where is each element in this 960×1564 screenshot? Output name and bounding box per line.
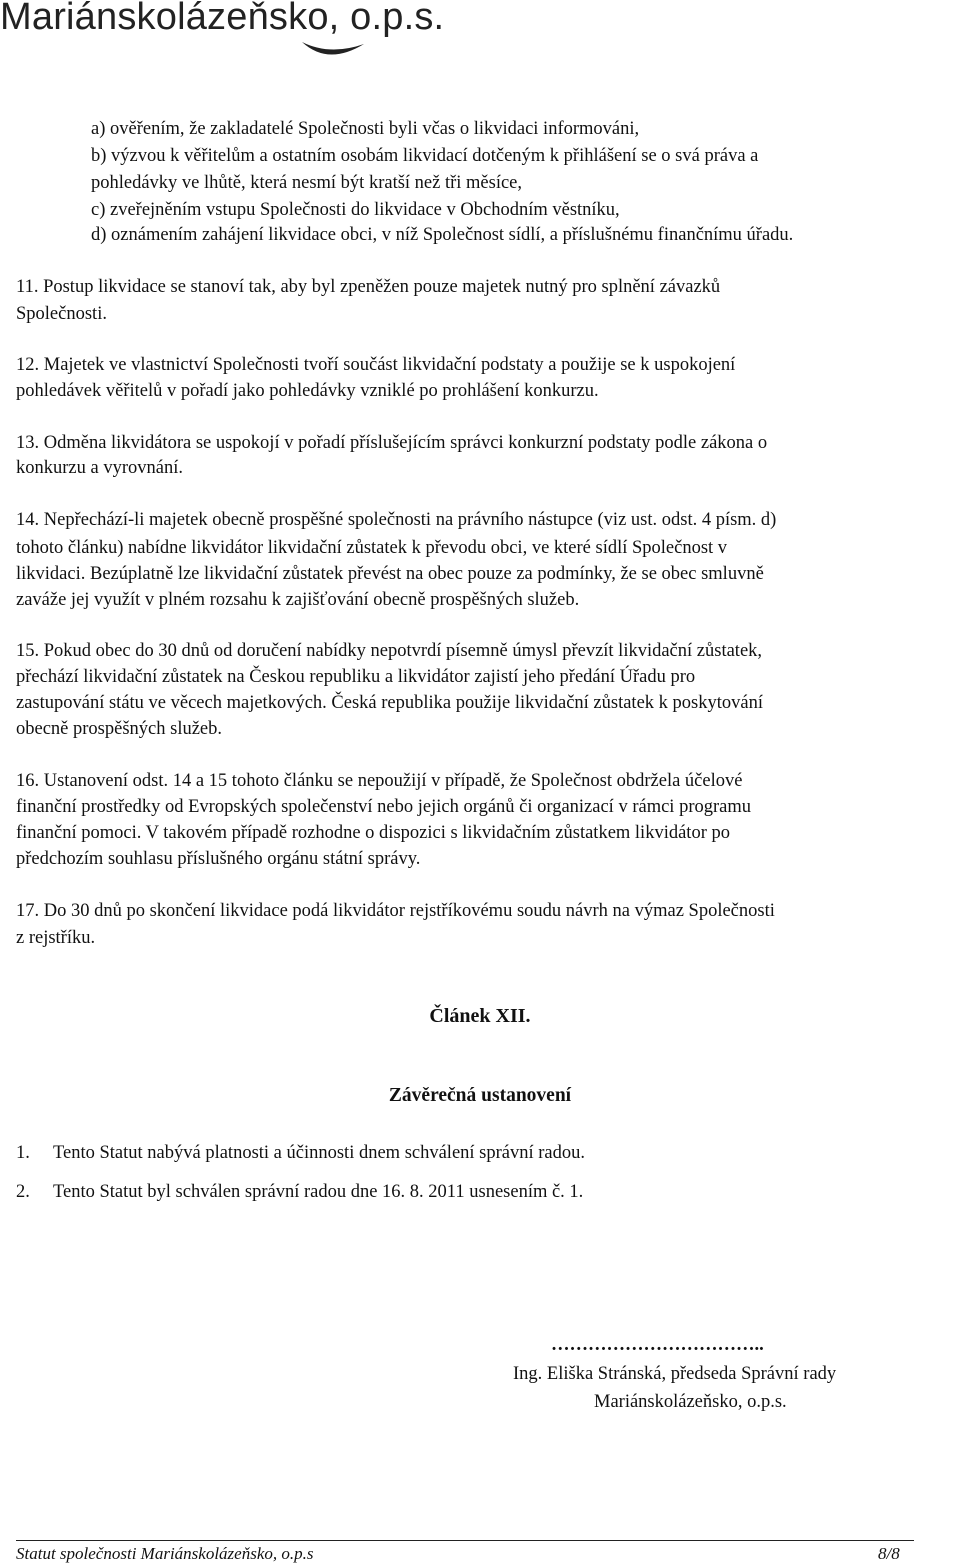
article-title: Článek XII. bbox=[429, 1005, 531, 1027]
paragraph-16-line: finanční pomoci. V takovém případě rozhodne o dispozici s likvidačním zůstatkem likvidátor po bbox=[16, 823, 730, 843]
list-item: a) ověřením, že zakladatelé Společnosti byli včas o likvidaci informováni, bbox=[91, 119, 640, 139]
paragraph-14-line: zaváže jej využít v plném rozsahu k zajišťování obecně prospěšných služeb. bbox=[16, 590, 580, 610]
footer-doc-title: Statut společnosti Mariánskolázeňsko, o.p.s bbox=[16, 1544, 314, 1563]
paragraph-15-line: obecně prospěšných služeb. bbox=[16, 719, 223, 739]
paragraph-15-line: zastupování státu ve věcech majetkových. Česká republika použije likvidační zůstatek k poskytování bbox=[16, 693, 763, 713]
paragraph-15-line: přechází likvidační zůstatek na Českou republiku a likvidátor zajistí jeho předání Úřadu pro bbox=[16, 667, 696, 687]
signatory-name: Ing. Eliška Stránská, předseda Správní rady bbox=[513, 1364, 837, 1384]
paragraph-13-line: 13. Odměna likvidátora se uspokojí v pořadí příslušejícím správci konkurzní podstaty podle zákona o bbox=[16, 433, 768, 453]
paragraph-11-line: 11. Postup likvidace se stanoví tak, aby byl zpeněžen pouze majetek nutný pro splnění závazků bbox=[16, 277, 721, 297]
footer-divider bbox=[16, 1540, 914, 1541]
header-logo bbox=[0, 0, 444, 39]
logo-swoosh-icon bbox=[298, 36, 368, 64]
paragraph-17-line: 17. Do 30 dnů po skončení likvidace podá likvidátor rejstříkovému soudu návrh na výmaz Společnosti bbox=[16, 901, 775, 921]
paragraph-16-line: 16. Ustanovení odst. 14 a 15 tohoto článku se nepoužijí v případě, že Společnost obdržela účelové bbox=[16, 771, 743, 791]
paragraph-17-line: z rejstříku. bbox=[16, 928, 96, 948]
paragraph-16-line: finanční prostředky od Evropských společenství nebo jejich orgánů či organizací v rámci programu bbox=[16, 797, 751, 817]
paragraph-14-line: tohoto článku) nabídne likvidátor likvidační zůstatek k převodu obci, ve které sídlí Společnost v bbox=[16, 538, 728, 558]
list-item: d) oznámením zahájení likvidace obci, v níž Společnost sídlí, a příslušnému finančnímu úřadu. bbox=[91, 225, 794, 245]
logo-text: Mariánskolázeňsko, o.p.s. bbox=[0, 0, 445, 38]
paragraph-12-line: 12. Majetek ve vlastnictví Společnosti tvoří součást likvidační podstaty a použije se k uspokojení bbox=[16, 355, 736, 375]
signatory-org: Mariánskolázeňsko, o.p.s. bbox=[594, 1392, 787, 1412]
final-item-text: Tento Statut nabývá platnosti a účinnosti dnem schválení správní radou. bbox=[53, 1143, 586, 1163]
paragraph-13-line: konkurzu a vyrovnání. bbox=[16, 458, 183, 478]
signature-dots: …………………………….. bbox=[551, 1335, 764, 1355]
paragraph-14-line: 14. Nepřechází-li majetek obecně prospěšné společnosti na právního nástupce (viz ust. odst. 4 písm. d) bbox=[16, 510, 777, 530]
paragraph-12-line: pohledávek věřitelů v pořadí jako pohledávky vzniklé po prohlášení konkurzu. bbox=[16, 381, 599, 401]
paragraph-11-line: Společnosti. bbox=[16, 304, 107, 324]
final-item-number: 1. bbox=[16, 1143, 30, 1163]
article-subtitle: Závěrečná ustanovení bbox=[388, 1085, 572, 1106]
list-item: pohledávky ve lhůtě, která nesmí být kratší než tři měsíce, bbox=[91, 173, 523, 193]
paragraph-15-line: 15. Pokud obec do 30 dnů od doručení nabídky nepotvrdí písemně úmysl převzít likvidační zůstatek, bbox=[16, 641, 763, 661]
list-item: c) zveřejněním vstupu Společnosti do likvidace v Obchodním věstníku, bbox=[91, 200, 620, 220]
footer-page-number: 8/8 bbox=[878, 1544, 900, 1563]
final-item-number: 2. bbox=[16, 1182, 30, 1202]
paragraph-16-line: předchozím souhlasu příslušného orgánu státní správy. bbox=[16, 849, 421, 869]
paragraph-14-line: likvidaci. Bezúplatně lze likvidační zůstatek převést na obec pouze za podmínky, že se obec smluvně bbox=[16, 564, 764, 584]
final-item-text: Tento Statut byl schválen správní radou dne 16. 8. 2011 usnesením č. 1. bbox=[53, 1182, 584, 1202]
list-item: b) výzvou k věřitelům a ostatním osobám likvidací dotčeným k přihlášení se o svá práva a bbox=[91, 146, 759, 166]
